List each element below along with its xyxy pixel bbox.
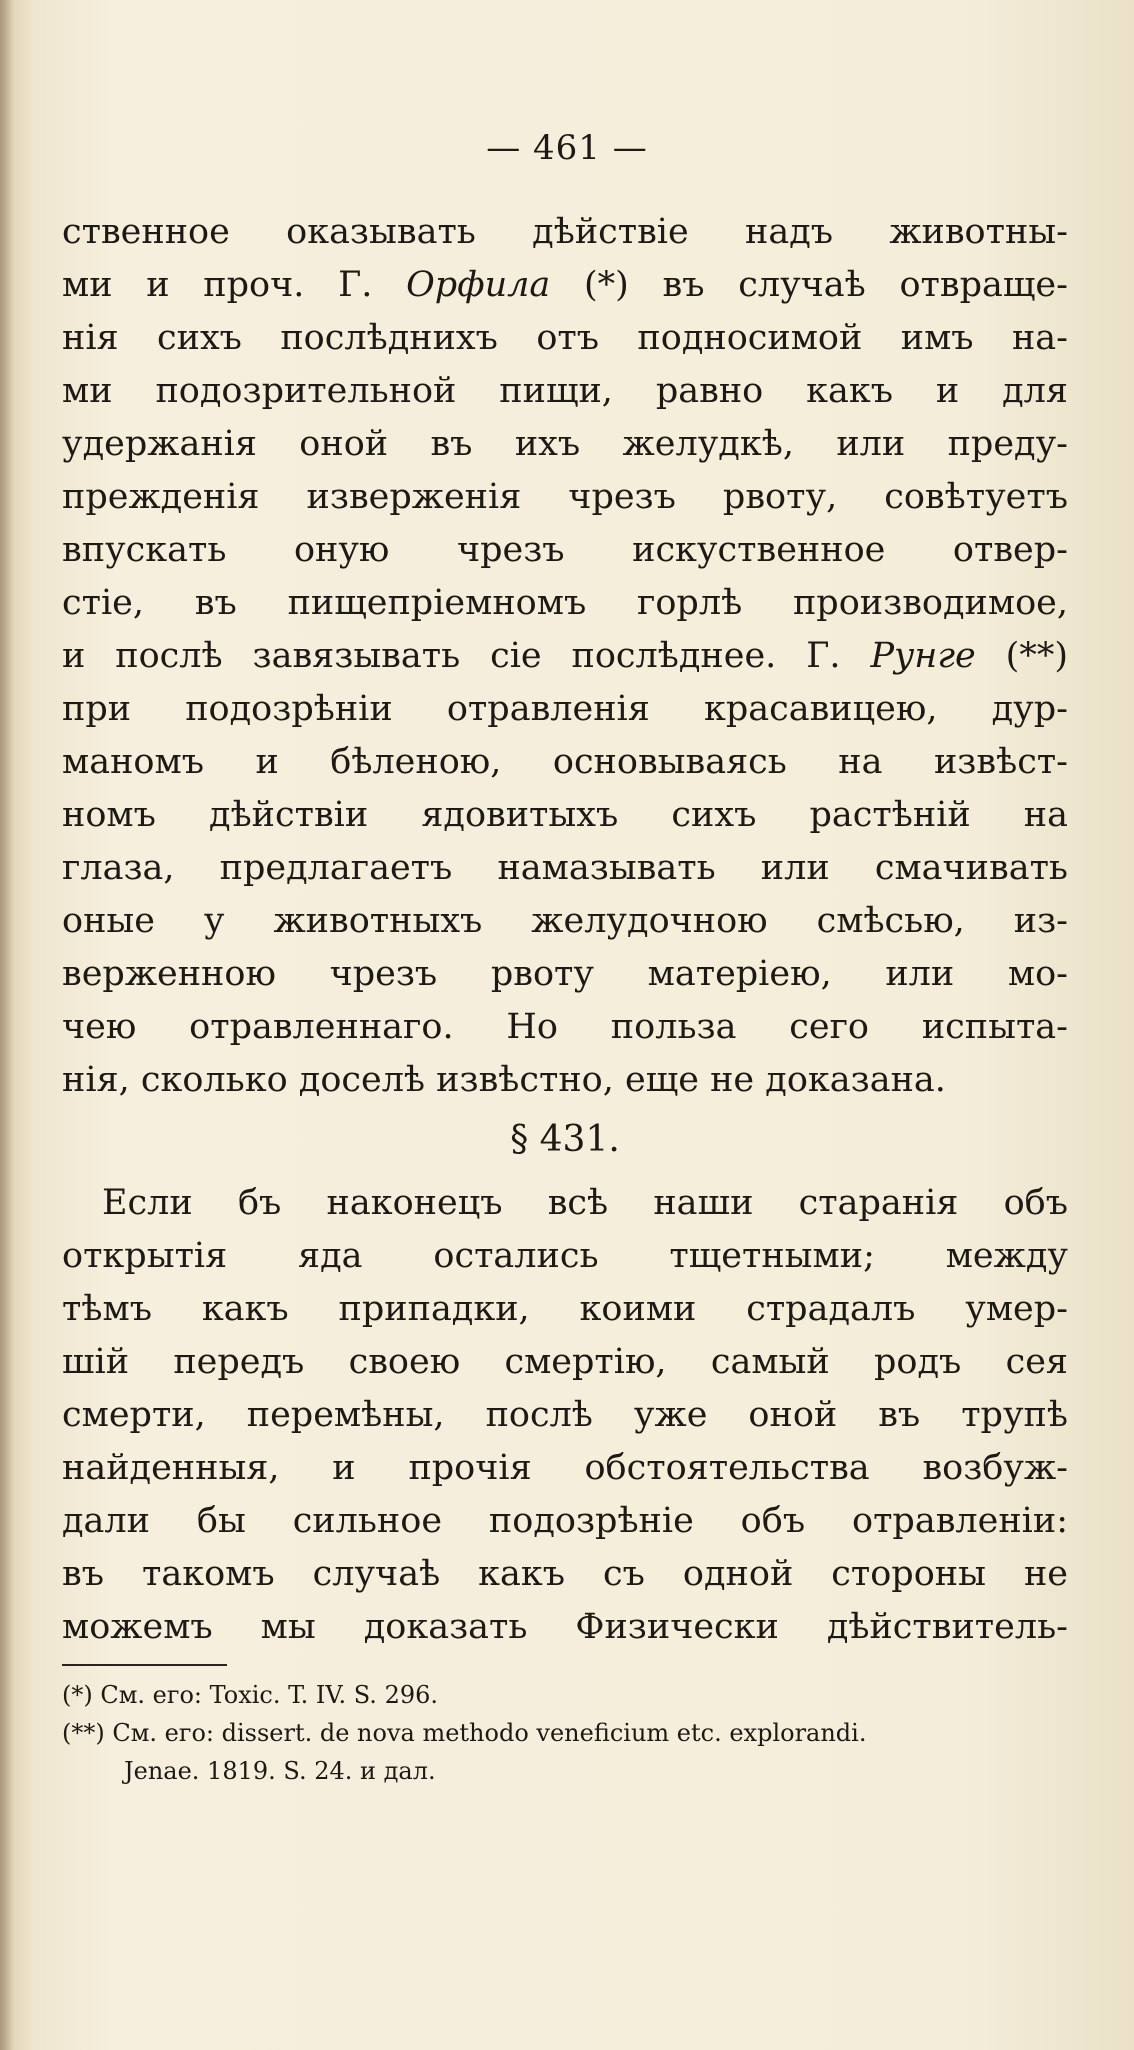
footnotes (62, 1676, 1068, 1790)
section-heading: § 431. (510, 1119, 620, 1160)
text-line: Если бъ наконецъ всѣ наши старанiя объ (102, 1183, 1068, 1223)
footnote-1 (62, 1676, 1068, 1714)
text-line: смерти, перемѣны, послѣ уже оной въ трупѣ (62, 1395, 1068, 1435)
text-line: глаза, предлагаетъ намазывать или смачивать (62, 848, 1068, 888)
footnote-mark: (**) (62, 1719, 105, 1747)
text-line: ми подозрительной пищи, равно какъ и для (62, 371, 1068, 411)
footnote-2-continuation: Jenae. 1819. S. 24. и дал. (124, 1757, 436, 1785)
footnote-divider (62, 1664, 227, 1666)
author-name-orfila: Орфила (406, 265, 551, 305)
text-line: чею отравленнаго. Но польза сего испыта- (62, 1007, 1068, 1047)
text-line: удержанiя оной въ ихъ желудкѣ, или преду- (62, 424, 1068, 464)
footnote-2 (62, 1714, 1068, 1752)
footnote-text: См. его: dissert. de nova methodo veneficium etc. explorandi. (112, 1719, 867, 1747)
text-line: верженною чрезъ рвоту матерiею, или мо- (62, 954, 1068, 994)
text-line: прежденiя изверженiя чрезъ рвоту, совѣтуетъ (62, 477, 1068, 517)
text-line: номъ дѣйствiи ядовитыхъ сихъ растѣнiй на (62, 795, 1068, 835)
text-line: стiе, въ пищепрiемномъ горлѣ производимое, (62, 583, 1068, 623)
page-edge-shadow (0, 0, 14, 2050)
text-line-runge: и послѣ завязывать сiе послѣднее. Г. Рунге (**) (62, 636, 1068, 676)
text-line: нiя, сколько доселѣ извѣстно, еще не доказана. (62, 1060, 946, 1100)
text-line: маномъ и бѣленою, основываясь на извѣст- (62, 742, 1068, 782)
text-line: шiй передъ своею смертiю, самый родъ сея (62, 1342, 1068, 1382)
text-line: можемъ мы доказать Физически дѣйствитель- (62, 1607, 1068, 1647)
footnote-text: См. его: Toxic. T. IV. S. 296. (100, 1681, 439, 1709)
main-text (62, 206, 1068, 1654)
text-line: въ такомъ случаѣ какъ съ одной стороны не (62, 1554, 1068, 1594)
footnote-ref-2: (**) (1005, 636, 1068, 676)
text-line: дали бы сильное подозрѣнiе объ отравленiи: (62, 1501, 1068, 1541)
text-line: оные у животныхъ желудочною смѣсью, из- (62, 901, 1068, 941)
text-line: тѣмъ какъ припадки, коими страдалъ умер- (62, 1289, 1068, 1329)
footnote-ref-1: (*) (584, 265, 629, 305)
footnote-mark: (*) (62, 1681, 93, 1709)
author-name-runge: Рунге (870, 636, 976, 676)
text-line: нiя сихъ послѣднихъ отъ подносимой имъ на- (62, 318, 1068, 358)
text-line: ственное оказывать дѣйствiе надъ животны- (62, 212, 1068, 252)
text-line: найденныя, и прочiя обстоятельства возбуж- (62, 1448, 1068, 1488)
text-line: впускать оную чрезъ искуственное отвер- (62, 530, 1068, 570)
text-line-orfila: ми и проч. Г. Орфила (*) въ случаѣ отвраще- (62, 265, 1068, 305)
text-line: открытiя яда остались тщетными; между (62, 1236, 1068, 1276)
text-line: при подозрѣнiи отравленiя красавицею, дур- (62, 689, 1068, 729)
page-number: — 461 — (486, 128, 648, 168)
